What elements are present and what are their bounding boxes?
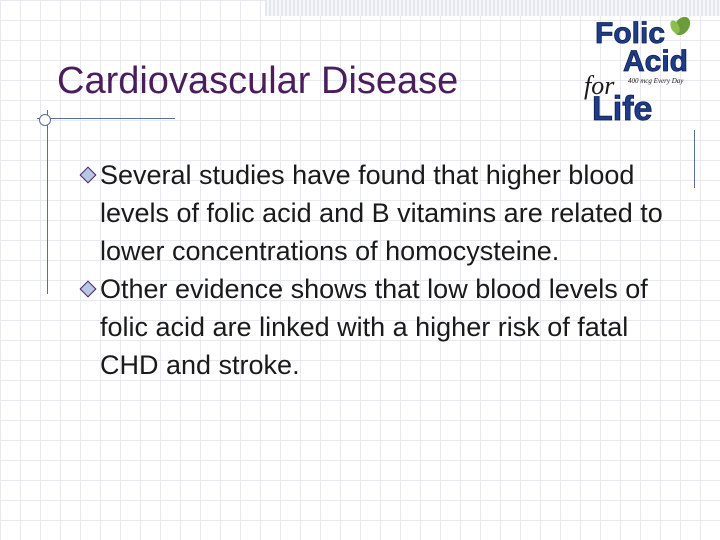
title-underline xyxy=(37,118,175,119)
bullet-text: Several studies have found that higher blood levels of folic acid and B vitamins are related to lower concentrations of homocysteine. xyxy=(100,160,663,266)
bullet-text: Other evidence shows that low blood levels of folic acid are linked with a higher risk of fatal CHD and stroke. xyxy=(100,274,648,380)
bullet-item xyxy=(78,270,678,384)
rule-circle-ornament xyxy=(39,114,51,126)
leaf-icon xyxy=(668,14,693,38)
slide-title: Cardiovascular Disease xyxy=(57,60,459,102)
logo-acid: Acid xyxy=(623,45,689,78)
folic-acid-for-life-logo xyxy=(578,12,698,127)
logo-folic: Folic xyxy=(595,17,666,50)
right-vertical-rule xyxy=(694,130,695,188)
logo-tagline: 400 mcg Every Day xyxy=(628,77,684,85)
bullet-list xyxy=(78,156,678,384)
logo-for: for xyxy=(584,71,615,100)
bullet-item xyxy=(78,156,678,270)
diamond-bullet-icon xyxy=(80,167,97,184)
left-vertical-rule xyxy=(47,110,48,294)
diamond-bullet-icon xyxy=(80,281,97,298)
logo-life: Life xyxy=(592,90,653,127)
